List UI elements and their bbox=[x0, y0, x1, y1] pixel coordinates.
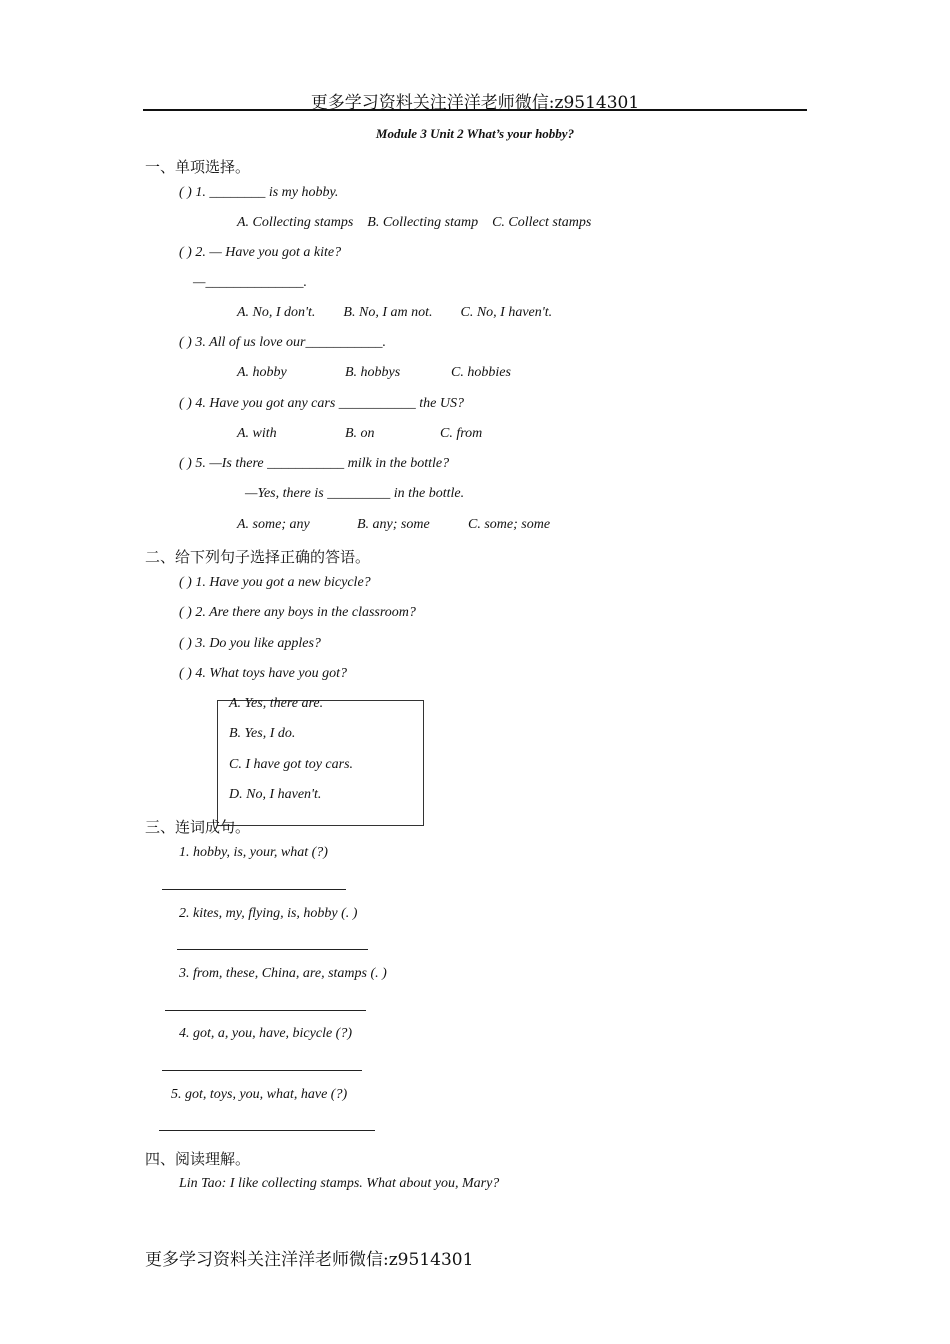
s2-q4: ( ) 4. What toys have you got? bbox=[179, 666, 347, 681]
s1-q2-answer-line: —______________. bbox=[193, 275, 307, 290]
section2-heading: 二、给下列句子选择正确的答语。 bbox=[145, 548, 371, 566]
s1-q3-option-b: B. hobbys bbox=[345, 365, 401, 380]
s2-answer-c: C. I have got toy cars. bbox=[229, 757, 354, 772]
worksheet-title: Module 3 Unit 2 What’s your hobby? bbox=[375, 126, 575, 141]
s1-q2-options: A. No, I don't. B. No, I am not. C. No, I haven't. bbox=[237, 305, 553, 320]
s3-item-2: 2. kites, my, flying, is, hobby (. ) bbox=[179, 906, 358, 921]
answer-line bbox=[162, 1070, 362, 1071]
s1-q5-reply: —Yes, there is _________ in the bottle. bbox=[245, 486, 465, 501]
s1-q5-stem: ( ) 5. —Is there ___________ milk in the bottle? bbox=[179, 456, 450, 471]
s3-item-3: 3. from, these, China, are, stamps (. ) bbox=[179, 966, 387, 981]
s1-q4-option-a: A. with bbox=[237, 426, 277, 441]
s2-answer-a: A. Yes, there are. bbox=[229, 696, 324, 711]
s1-q3-option-a: A. hobby bbox=[237, 365, 287, 380]
s1-q5-option-c: C. some; some bbox=[468, 517, 551, 532]
s2-q2: ( ) 2. Are there any boys in the classroom? bbox=[179, 605, 416, 620]
s1-q3-option-c: C. hobbies bbox=[451, 365, 511, 380]
s3-item-4: 4. got, a, you, have, bicycle (?) bbox=[179, 1026, 352, 1041]
s1-q4-option-c: C. from bbox=[440, 426, 483, 441]
s2-answer-d: D. No, I haven't. bbox=[229, 787, 322, 802]
s1-q3-stem: ( ) 3. All of us love our___________. bbox=[179, 335, 387, 350]
s1-q4-option-b: B. on bbox=[345, 426, 375, 441]
page-footer: 更多学习资料关注洋洋老师微信:z9514301 bbox=[145, 1250, 474, 1270]
s1-q5-option-b: B. any; some bbox=[357, 517, 430, 532]
answer-line bbox=[159, 1130, 375, 1131]
s1-q1-options: A. Collecting stamps B. Collecting stamp C. Collect stamps bbox=[237, 215, 592, 230]
s3-item-1: 1. hobby, is, your, what (?) bbox=[179, 845, 328, 860]
page-header: 更多学习资料关注洋洋老师微信:z9514301 bbox=[310, 93, 640, 113]
answer-line bbox=[165, 1010, 366, 1011]
s3-item-5: 5. got, toys, you, what, have (?) bbox=[171, 1087, 348, 1102]
s1-q1-stem: ( ) 1. ________ is my hobby. bbox=[179, 185, 339, 200]
s2-answer-b: B. Yes, I do. bbox=[229, 726, 296, 741]
section1-heading: 一、单项选择。 bbox=[145, 158, 251, 176]
s4-reading-line-1: Lin Tao: I like collecting stamps. What about you, Mary? bbox=[179, 1176, 500, 1191]
s2-q3: ( ) 3. Do you like apples? bbox=[179, 636, 321, 651]
answer-line bbox=[162, 889, 346, 890]
s2-q1: ( ) 1. Have you got a new bicycle? bbox=[179, 575, 371, 590]
header-rule bbox=[143, 109, 807, 111]
s1-q2-stem: ( ) 2. — Have you got a kite? bbox=[179, 245, 342, 260]
section4-heading: 四、阅读理解。 bbox=[145, 1150, 251, 1168]
s1-q4-stem: ( ) 4. Have you got any cars ___________ the US? bbox=[179, 396, 465, 411]
s1-q5-option-a: A. some; any bbox=[237, 517, 310, 532]
section3-heading: 三、连词成句。 bbox=[145, 818, 251, 836]
answer-line bbox=[177, 949, 368, 950]
